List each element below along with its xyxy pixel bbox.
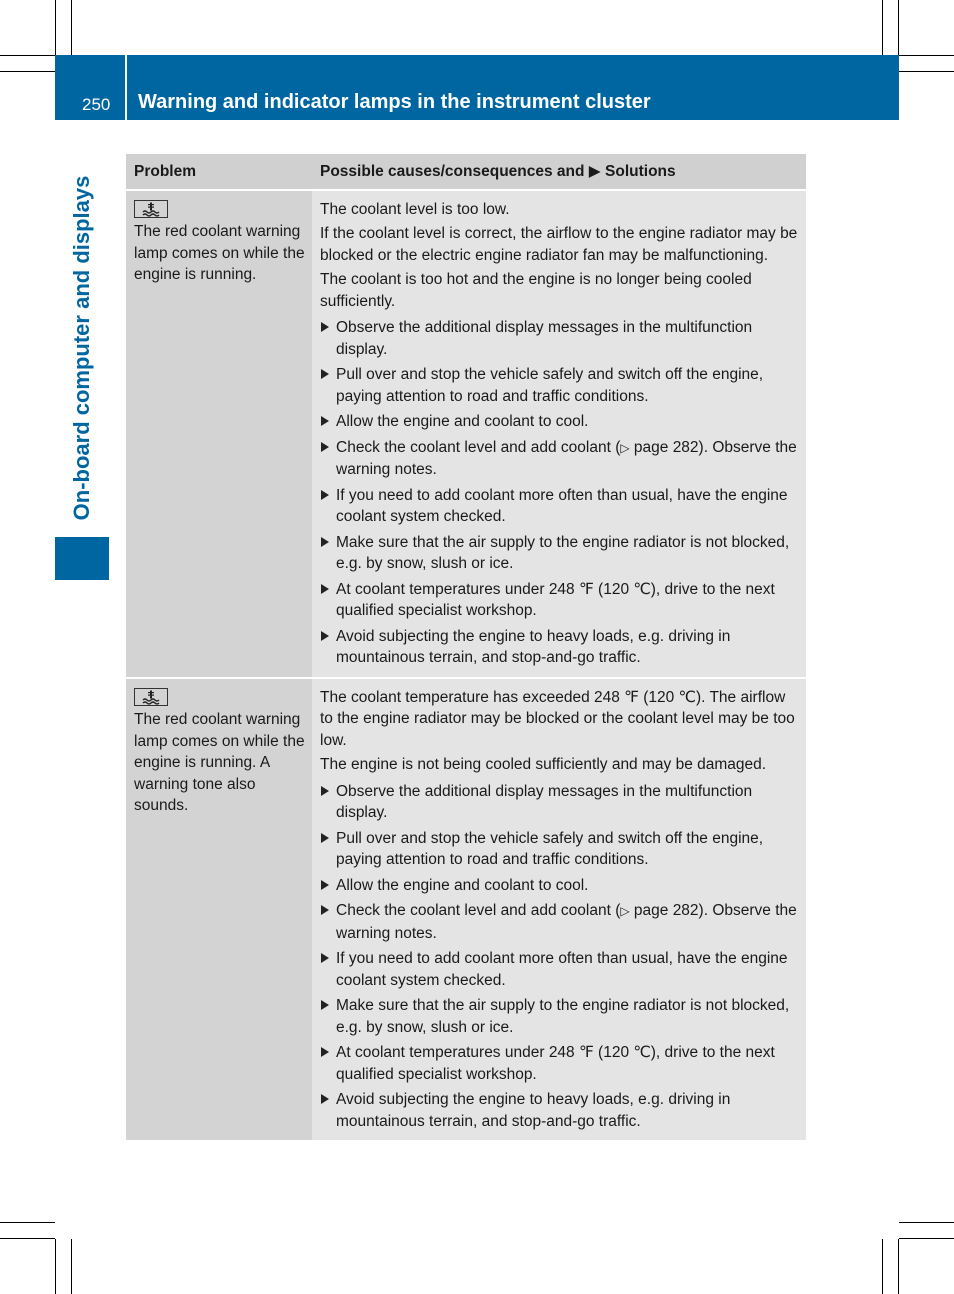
crop-mark: [55, 0, 56, 55]
page-reference-icon: ▷: [620, 904, 630, 918]
page-reference-link[interactable]: page 282). Observe the warning notes.: [336, 438, 797, 478]
crop-mark: [0, 71, 55, 72]
table-row: [126, 678, 806, 1141]
crop-mark: [898, 0, 899, 55]
column-header-problem: Problem: [126, 154, 312, 190]
page-number: 250: [82, 95, 111, 114]
crop-mark: [899, 1222, 954, 1223]
list-item: Avoid subjecting the engine to heavy loads, e.g. driving in mountainous terrain, and stop-and-go traffic.: [320, 626, 800, 669]
solution-arrow-icon: ▶: [588, 163, 601, 180]
problem-cell: [126, 190, 312, 678]
step-text: Check the coolant level and add coolant (: [336, 902, 621, 919]
crop-mark: [0, 1238, 55, 1239]
solution-steps: [320, 317, 800, 669]
chapter-tab-marker: [55, 537, 109, 580]
problem-cell: [126, 678, 312, 1141]
solution-cell: [312, 678, 806, 1141]
list-item: [320, 437, 800, 481]
list-item: If you need to add coolant more often than usual, have the engine coolant system checked.: [320, 485, 800, 528]
crop-mark: [899, 71, 954, 72]
list-item: At coolant temperatures under 248 ℉ (120 ℃), drive to the next qualified specialist workshop.: [320, 1042, 800, 1085]
page-reference-icon: ▷: [620, 440, 630, 455]
column-header-solutions: [312, 154, 806, 190]
chapter-title: On-board computer and displays: [69, 175, 94, 521]
cause-paragraph: If the coolant level is correct, the airflow to the engine radiator may be blocked or the electric engine radiator fan may be malfunctioning.: [320, 225, 798, 264]
list-item: Make sure that the air supply to the engine radiator is not blocked, e.g. by snow, slush or ice.: [320, 532, 800, 575]
crop-mark: [71, 0, 72, 55]
cause-paragraph: The coolant temperature has exceeded 248 ℉ (120 ℃). The airflow to the engine radiator may be blocked or the coolant level may be too low.: [320, 688, 795, 749]
header-divider: [125, 55, 127, 120]
column-header-suffix: Solutions: [605, 163, 676, 180]
crop-mark: [0, 1222, 55, 1223]
list-item: Observe the additional display messages in the multifunction display.: [320, 317, 800, 360]
problem-text: The red coolant warning lamp comes on while the engine is running.: [134, 223, 305, 283]
list-item: Pull over and stop the vehicle safely and switch off the engine, paying attention to road and traffic conditions.: [320, 828, 800, 871]
cause-paragraph: The engine is not being cooled sufficiently and may be damaged.: [320, 756, 767, 773]
column-header-label: Possible causes/consequences and: [320, 163, 585, 180]
page-title: Warning and indicator lamps in the instrument cluster: [138, 91, 651, 113]
crop-mark: [882, 0, 883, 55]
table-row: [126, 190, 806, 678]
list-item: At coolant temperatures under 248 ℉ (120 ℃), drive to the next qualified specialist workshop.: [320, 579, 800, 622]
coolant-temperature-icon: [134, 200, 168, 218]
cause-paragraph: The coolant is too hot and the engine is no longer being cooled sufficiently.: [320, 271, 752, 310]
table-header-row: [126, 154, 806, 190]
list-item: Allow the engine and coolant to cool.: [320, 411, 800, 433]
crop-mark: [899, 55, 954, 56]
crop-mark: [71, 1239, 72, 1294]
solution-steps: [320, 781, 800, 1133]
list-item: Observe the additional display messages in the multifunction display.: [320, 781, 800, 824]
page-reference-link[interactable]: page 282). Observe the warning notes.: [336, 902, 797, 942]
cause-paragraph: The coolant level is too low.: [320, 200, 510, 218]
step-text: Check the coolant level and add coolant (: [336, 438, 621, 456]
crop-mark: [55, 1239, 56, 1294]
problem-text: The red coolant warning lamp comes on while the engine is running. A warning tone also sounds.: [134, 711, 305, 814]
troubleshooting-table: [126, 154, 806, 1140]
crop-mark: [899, 1238, 954, 1239]
crop-mark: [0, 55, 55, 56]
list-item: Avoid subjecting the engine to heavy loads, e.g. driving in mountainous terrain, and stop-and-go traffic.: [320, 1089, 800, 1132]
coolant-temperature-icon: [134, 688, 168, 706]
list-item: Make sure that the air supply to the engine radiator is not blocked, e.g. by snow, slush or ice.: [320, 995, 800, 1038]
list-item: [320, 900, 800, 944]
list-item: Allow the engine and coolant to cool.: [320, 875, 800, 897]
list-item: Pull over and stop the vehicle safely and switch off the engine, paying attention to road and traffic conditions.: [320, 364, 800, 407]
crop-mark: [882, 1239, 883, 1294]
solution-cell: [312, 190, 806, 678]
crop-mark: [898, 1239, 899, 1294]
list-item: If you need to add coolant more often than usual, have the engine coolant system checked.: [320, 948, 800, 991]
